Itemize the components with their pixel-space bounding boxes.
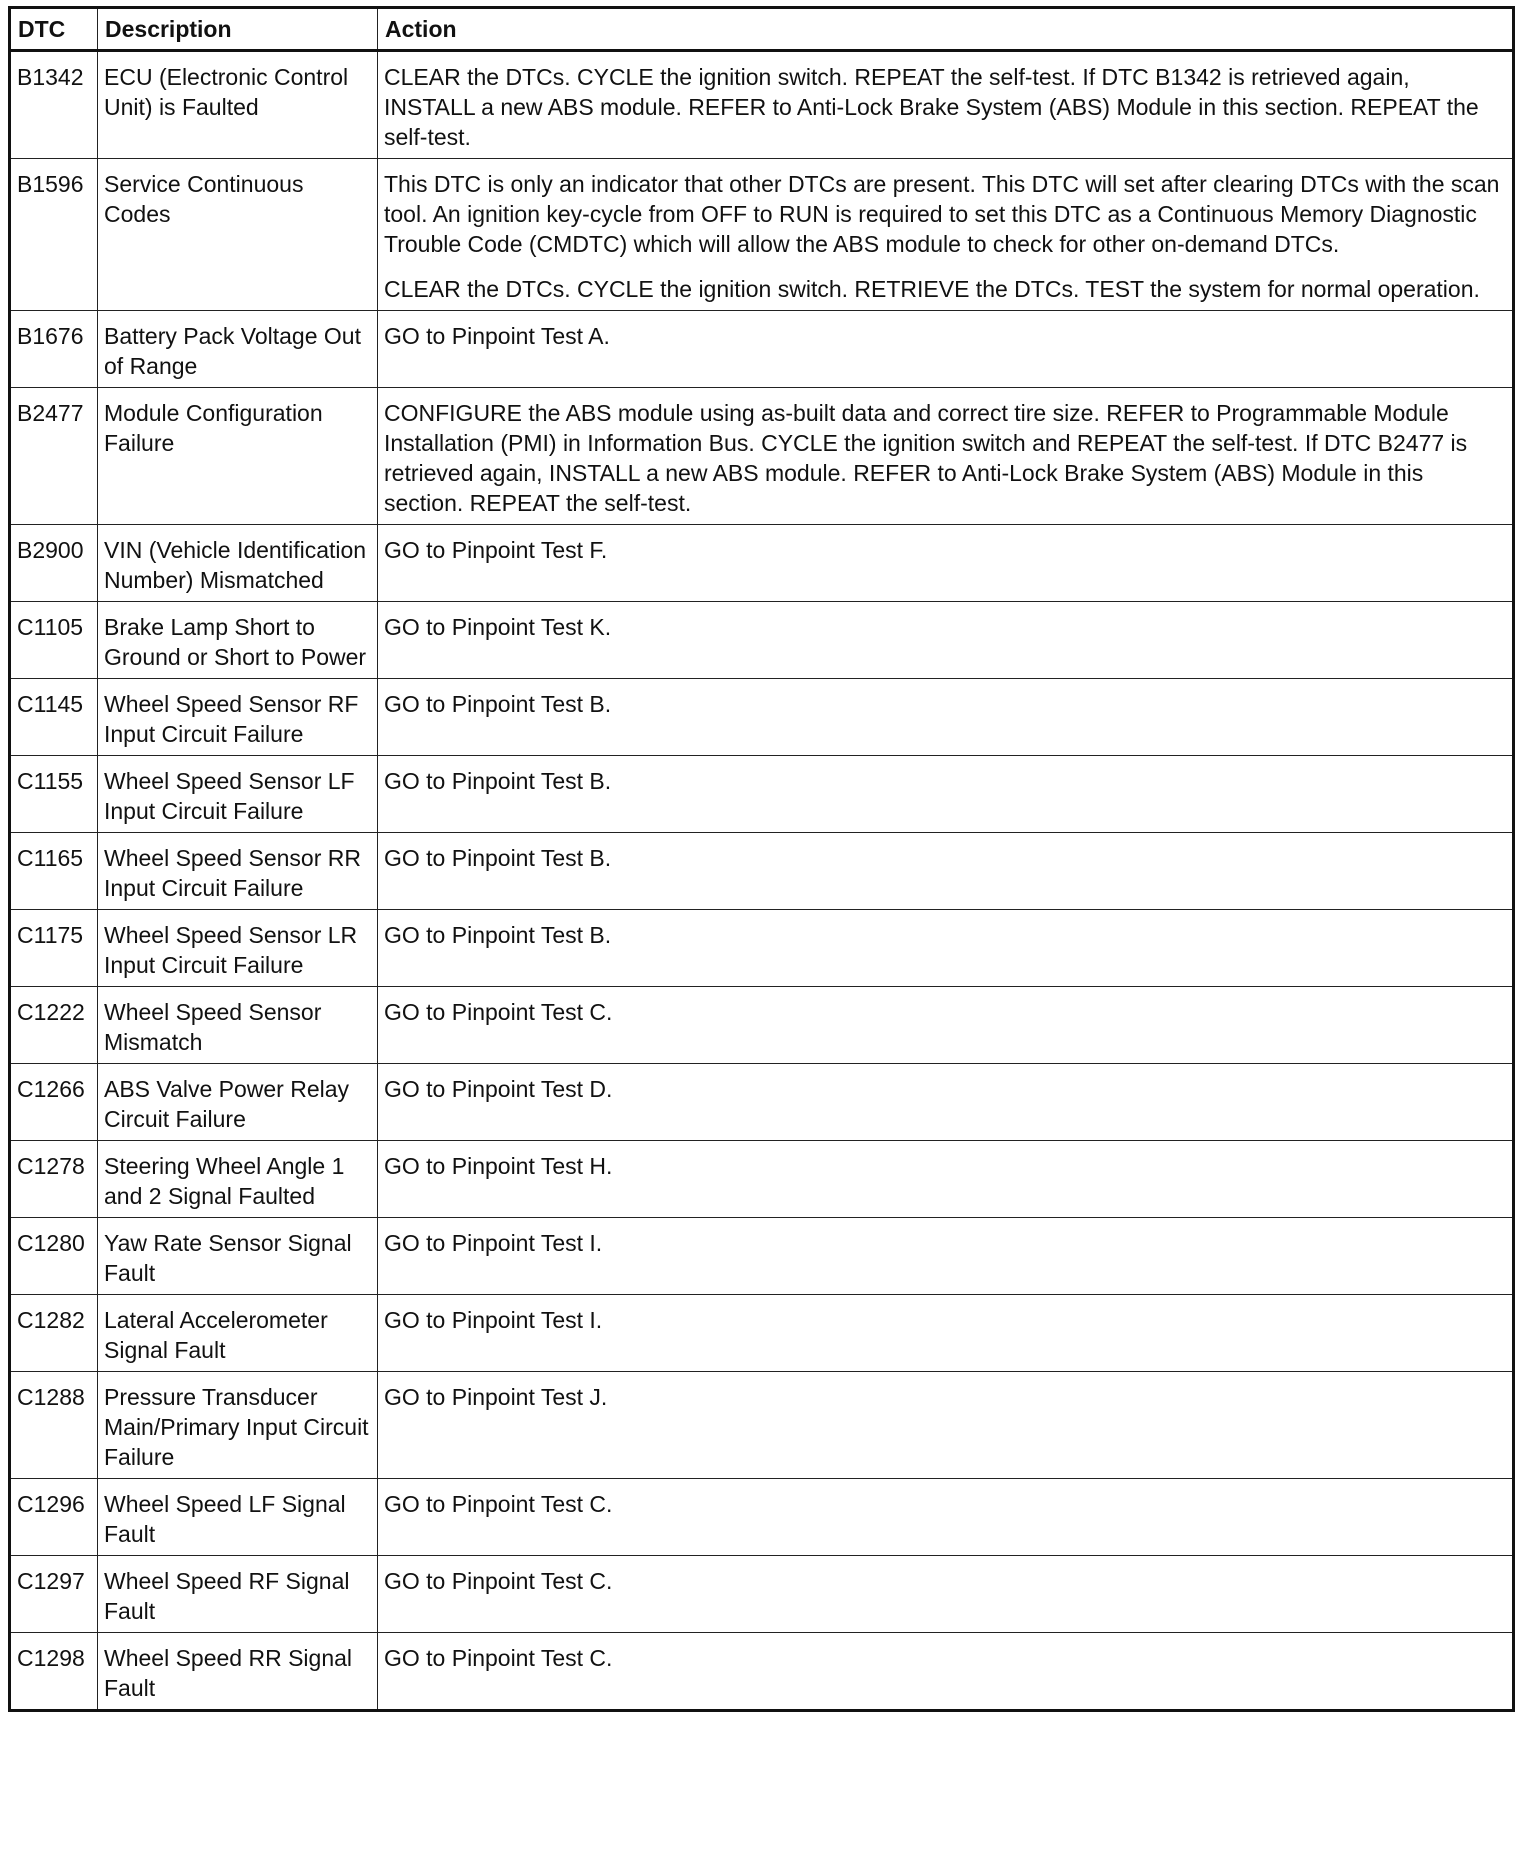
dtc-code: C1298 xyxy=(10,1633,98,1711)
dtc-action xyxy=(378,1479,1514,1556)
dtc-code: B2477 xyxy=(10,388,98,525)
header-dtc: DTC xyxy=(10,8,98,51)
table-body xyxy=(10,51,1514,1711)
table-row xyxy=(10,833,1514,910)
dtc-action xyxy=(378,1064,1514,1141)
dtc-code: C1280 xyxy=(10,1218,98,1295)
dtc-action xyxy=(378,987,1514,1064)
dtc-description: Pressure Transducer Main/Primary Input Circuit Failure xyxy=(98,1372,378,1479)
action-paragraph: GO to Pinpoint Test B. xyxy=(384,691,612,717)
action-paragraph: GO to Pinpoint Test C. xyxy=(384,999,613,1025)
table-row xyxy=(10,159,1514,311)
dtc-description: Wheel Speed RR Signal Fault xyxy=(98,1633,378,1711)
action-paragraph: CONFIGURE the ABS module using as-built data and correct tire size. REFER to Programmable Module Installation (PMI) in Information Bus. CYCLE the ignition switch and REPEAT the self-test. If DTC B2477 is retrieved again, INSTALL a new ABS module. REFER to Anti-Lock Brake System (ABS) Module in this section. REPEAT the self-test. xyxy=(384,400,1468,516)
action-paragraph: GO to Pinpoint Test K. xyxy=(384,614,612,640)
dtc-code: B1676 xyxy=(10,311,98,388)
action-paragraph: GO to Pinpoint Test B. xyxy=(384,768,612,794)
action-paragraph: GO to Pinpoint Test D. xyxy=(384,1076,613,1102)
action-paragraph: GO to Pinpoint Test F. xyxy=(384,537,608,563)
action-paragraph: GO to Pinpoint Test H. xyxy=(384,1153,613,1179)
table-row xyxy=(10,602,1514,679)
action-paragraph: GO to Pinpoint Test J. xyxy=(384,1384,608,1410)
dtc-description: VIN (Vehicle Identification Number) Mismatched xyxy=(98,525,378,602)
dtc-action xyxy=(378,1218,1514,1295)
dtc-code: C1288 xyxy=(10,1372,98,1479)
action-paragraph: CLEAR the DTCs. CYCLE the ignition switch. RETRIEVE the DTCs. TEST the system for normal operation. xyxy=(384,276,1480,302)
dtc-action xyxy=(378,388,1514,525)
table-row xyxy=(10,1295,1514,1372)
dtc-table xyxy=(8,6,1515,1712)
dtc-action xyxy=(378,679,1514,756)
dtc-description: Steering Wheel Angle 1 and 2 Signal Faulted xyxy=(98,1141,378,1218)
dtc-action xyxy=(378,602,1514,679)
dtc-code: C1165 xyxy=(10,833,98,910)
action-paragraph: CLEAR the DTCs. CYCLE the ignition switch. REPEAT the self-test. If DTC B1342 is retrieved again, INSTALL a new ABS module. REFER to Anti-Lock Brake System (ABS) Module in this section. REPEAT the self-test. xyxy=(384,64,1479,150)
action-paragraph: GO to Pinpoint Test I. xyxy=(384,1307,603,1333)
dtc-description: Wheel Speed Sensor LF Input Circuit Failure xyxy=(98,756,378,833)
action-paragraph: GO to Pinpoint Test C. xyxy=(384,1645,613,1671)
table-row xyxy=(10,679,1514,756)
dtc-action xyxy=(378,311,1514,388)
dtc-code: C1266 xyxy=(10,1064,98,1141)
dtc-action xyxy=(378,756,1514,833)
dtc-description: ABS Valve Power Relay Circuit Failure xyxy=(98,1064,378,1141)
table-row xyxy=(10,388,1514,525)
dtc-action xyxy=(378,51,1514,159)
table-row xyxy=(10,311,1514,388)
dtc-description: Wheel Speed Sensor Mismatch xyxy=(98,987,378,1064)
dtc-action xyxy=(378,833,1514,910)
dtc-code: C1105 xyxy=(10,602,98,679)
dtc-description: ECU (Electronic Control Unit) is Faulted xyxy=(98,51,378,159)
header-row xyxy=(10,8,1514,51)
dtc-code: C1278 xyxy=(10,1141,98,1218)
action-paragraph: GO to Pinpoint Test C. xyxy=(384,1491,613,1517)
table-row xyxy=(10,525,1514,602)
dtc-code: C1222 xyxy=(10,987,98,1064)
dtc-action xyxy=(378,159,1514,311)
action-paragraph: GO to Pinpoint Test B. xyxy=(384,845,612,871)
action-paragraph: GO to Pinpoint Test I. xyxy=(384,1230,603,1256)
dtc-code: C1296 xyxy=(10,1479,98,1556)
dtc-description: Module Configuration Failure xyxy=(98,388,378,525)
dtc-description: Wheel Speed Sensor LR Input Circuit Failure xyxy=(98,910,378,987)
dtc-action xyxy=(378,1141,1514,1218)
dtc-code: B1596 xyxy=(10,159,98,311)
dtc-code: C1282 xyxy=(10,1295,98,1372)
dtc-action xyxy=(378,525,1514,602)
dtc-action xyxy=(378,1295,1514,1372)
dtc-action xyxy=(378,1556,1514,1633)
dtc-action xyxy=(378,910,1514,987)
table-row xyxy=(10,1141,1514,1218)
table-header xyxy=(10,8,1514,51)
table-row xyxy=(10,987,1514,1064)
dtc-description: Wheel Speed RF Signal Fault xyxy=(98,1556,378,1633)
dtc-code: C1175 xyxy=(10,910,98,987)
action-paragraph: GO to Pinpoint Test C. xyxy=(384,1568,613,1594)
dtc-code: C1145 xyxy=(10,679,98,756)
table-row xyxy=(10,51,1514,159)
header-action: Action xyxy=(378,8,1514,51)
dtc-description: Wheel Speed Sensor RR Input Circuit Failure xyxy=(98,833,378,910)
table-row xyxy=(10,1633,1514,1711)
dtc-description: Wheel Speed LF Signal Fault xyxy=(98,1479,378,1556)
dtc-description: Lateral Accelerometer Signal Fault xyxy=(98,1295,378,1372)
dtc-action xyxy=(378,1633,1514,1711)
table-row xyxy=(10,910,1514,987)
dtc-description: Brake Lamp Short to Ground or Short to Power xyxy=(98,602,378,679)
table-row xyxy=(10,1064,1514,1141)
header-description: Description xyxy=(98,8,378,51)
table-row xyxy=(10,1479,1514,1556)
dtc-description: Battery Pack Voltage Out of Range xyxy=(98,311,378,388)
dtc-code: B1342 xyxy=(10,51,98,159)
dtc-code: C1155 xyxy=(10,756,98,833)
dtc-description: Wheel Speed Sensor RF Input Circuit Failure xyxy=(98,679,378,756)
dtc-description: Service Continuous Codes xyxy=(98,159,378,311)
table-row xyxy=(10,1372,1514,1479)
dtc-action xyxy=(378,1372,1514,1479)
table-row xyxy=(10,1556,1514,1633)
dtc-code: C1297 xyxy=(10,1556,98,1633)
table-row xyxy=(10,756,1514,833)
action-paragraph: GO to Pinpoint Test A. xyxy=(384,323,610,349)
action-paragraph: This DTC is only an indicator that other DTCs are present. This DTC will set after clearing DTCs with the scan tool. An ignition key-cycle from OFF to RUN is required to set this DTC as a Continuous Memory Diagnostic Trouble Code (CMDTC) which will allow the ABS module to check for other on-demand DTCs. xyxy=(384,171,1500,257)
action-paragraph: GO to Pinpoint Test B. xyxy=(384,922,612,948)
dtc-code: B2900 xyxy=(10,525,98,602)
table-row xyxy=(10,1218,1514,1295)
dtc-description: Yaw Rate Sensor Signal Fault xyxy=(98,1218,378,1295)
